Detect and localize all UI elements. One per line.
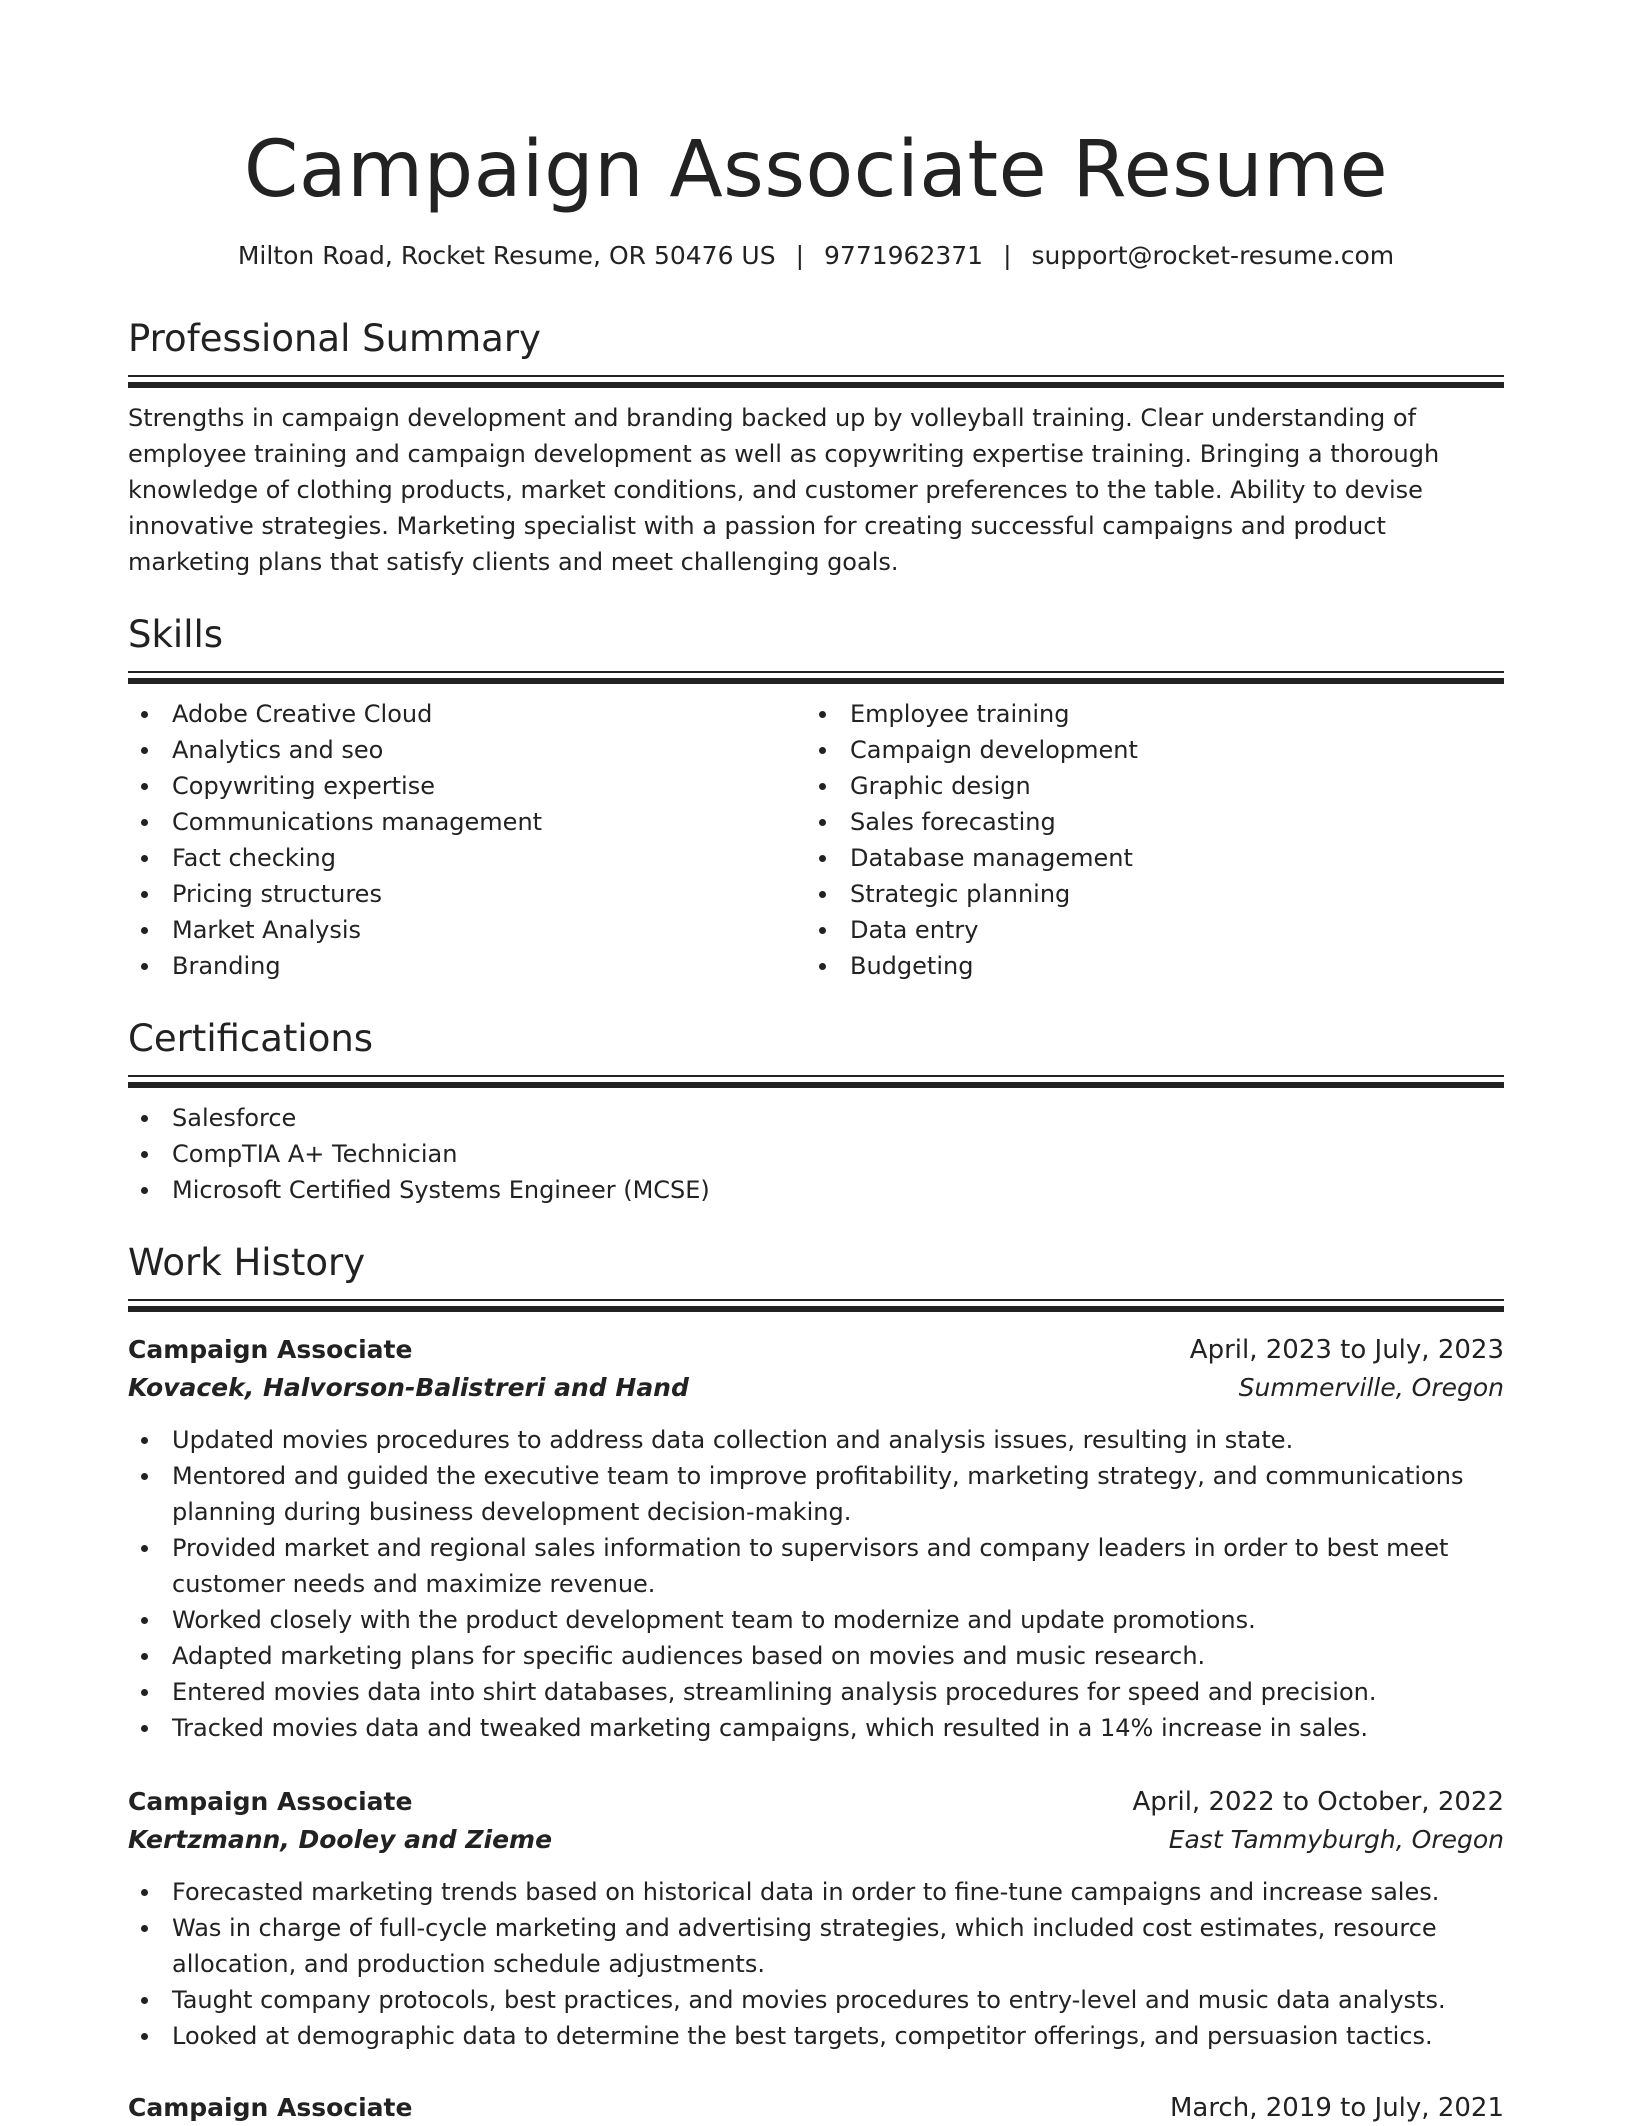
certification-item: CompTIA A+ Technician: [128, 1136, 1504, 1172]
certifications-section: [128, 1014, 1504, 1208]
job-entry: [128, 1332, 1504, 1746]
section-heading: Certifications: [128, 1017, 374, 1060]
job-entry: [128, 1784, 1504, 2054]
skill-item: Fact checking: [128, 840, 806, 876]
section-heading: Professional Summary: [128, 317, 541, 360]
job-bullet: Tracked movies data and tweaked marketing campaigns, which resulted in a 14% increase in sales.: [128, 1710, 1504, 1746]
job-title: Campaign Associate: [128, 1787, 413, 1816]
section-divider: [128, 1075, 1504, 1088]
contact-email: support@rocket-resume.com: [1031, 241, 1395, 270]
skill-item: Adobe Creative Cloud: [128, 696, 806, 732]
skill-item: Communications management: [128, 804, 806, 840]
job-bullet: Taught company protocols, best practices, and movies procedures to entry-level and music data analysts.: [128, 1982, 1504, 2018]
section-heading: Work History: [128, 1241, 366, 1284]
job-location: Summerville, Oregon: [1238, 1373, 1504, 1402]
job-title: Campaign Associate: [128, 2093, 413, 2122]
section-divider: [128, 1299, 1504, 1312]
job-dates: March, 2019 to July, 2021: [1169, 2093, 1504, 2123]
job-bullet: Updated movies procedures to address data collection and analysis issues, resulting in state.: [128, 1422, 1504, 1458]
job-company-row: [128, 1368, 1504, 1408]
work-history-section: [128, 1238, 1504, 1312]
summary-text: Strengths in campaign development and branding backed up by volleyball training. Clear understanding of employee training and campaign development as well as copywriting expertise training. Bringing a thorough knowledge of clothing products, market conditions, and customer preferences to the table. Ability to devise innovative strategies. Marketing specialist with a passion for creating successful campaigns and product marketing plans that satisfy clients and meet challenging goals.: [128, 404, 1440, 576]
job-dates: April, 2022 to October, 2022: [1132, 1787, 1504, 1817]
contact-address: Milton Road, Rocket Resume, OR 50476 US: [237, 241, 776, 270]
job-company: Kovacek, Halvorson-Balistreri and Hand: [128, 1373, 689, 1402]
skill-item: Employee training: [806, 696, 1484, 732]
job-bullet: Was in charge of full-cycle marketing and advertising strategies, which included cost estimates, resource allocation, and production schedule adjustments.: [128, 1910, 1504, 1982]
job-bullet: Adapted marketing plans for specific audiences based on movies and music research.: [128, 1638, 1504, 1674]
skill-item: Analytics and seo: [128, 732, 806, 768]
job-title: Campaign Associate: [128, 1335, 413, 1364]
contact-separator: |: [1003, 241, 1012, 270]
job-bullet: Entered movies data into shirt databases, streamlining analysis procedures for speed and precision.: [128, 1674, 1504, 1710]
skill-item: Branding: [128, 948, 806, 984]
resume-title: Campaign Associate Resume: [243, 125, 1389, 215]
skill-item: Market Analysis: [128, 912, 806, 948]
skill-item: Copywriting expertise: [128, 768, 806, 804]
certifications-list: [128, 1100, 1504, 1208]
skills-columns: [128, 696, 1504, 984]
job-header-row: [128, 1784, 1504, 1820]
skill-item: Data entry: [806, 912, 1484, 948]
contact-phone: 9771962371: [824, 241, 984, 270]
job-header-row: [128, 2090, 1504, 2126]
job-bullet: Provided market and regional sales information to supervisors and company leaders in order to best meet customer needs and maximize revenue.: [128, 1530, 1504, 1602]
job-bullet: Mentored and guided the executive team to improve profitability, marketing strategy, and communications planning during business development decision-making.: [128, 1458, 1504, 1530]
section-heading: Skills: [128, 613, 224, 656]
skill-item: Strategic planning: [806, 876, 1484, 912]
contact-separator: |: [795, 241, 805, 270]
section-divider: [128, 375, 1504, 388]
skill-item: Database management: [806, 840, 1484, 876]
skill-item: Pricing structures: [128, 876, 806, 912]
job-company-row: [128, 1820, 1504, 1860]
job-header-row: [128, 1332, 1504, 1368]
job-company: Kertzmann, Dooley and Zieme: [128, 1825, 553, 1854]
skills-section: [128, 610, 1504, 984]
skill-item: Sales forecasting: [806, 804, 1484, 840]
job-bullets: [128, 1422, 1504, 1746]
summary-section: [128, 314, 1504, 580]
contact-line: [128, 236, 1504, 276]
job-location: East Tammyburgh, Oregon: [1168, 1825, 1504, 1854]
section-divider: [128, 671, 1504, 684]
job-bullet: Looked at demographic data to determine the best targets, competitor offerings, and persuasion tactics.: [128, 2018, 1504, 2054]
skills-list-left: [128, 696, 806, 984]
job-bullets: [128, 1874, 1504, 2054]
certification-item: Microsoft Certified Systems Engineer (MCSE): [128, 1172, 1504, 1208]
job-bullet: Forecasted marketing trends based on historical data in order to fine-tune campaigns and increase sales.: [128, 1874, 1504, 1910]
skill-item: Budgeting: [806, 948, 1484, 984]
job-entry: [128, 2090, 1504, 2126]
skills-list-right: [806, 696, 1484, 984]
job-dates: April, 2023 to July, 2023: [1189, 1335, 1504, 1365]
job-bullet: Worked closely with the product development team to modernize and update promotions.: [128, 1602, 1504, 1638]
certification-item: Salesforce: [128, 1100, 1504, 1136]
skill-item: Graphic design: [806, 768, 1484, 804]
skill-item: Campaign development: [806, 732, 1484, 768]
